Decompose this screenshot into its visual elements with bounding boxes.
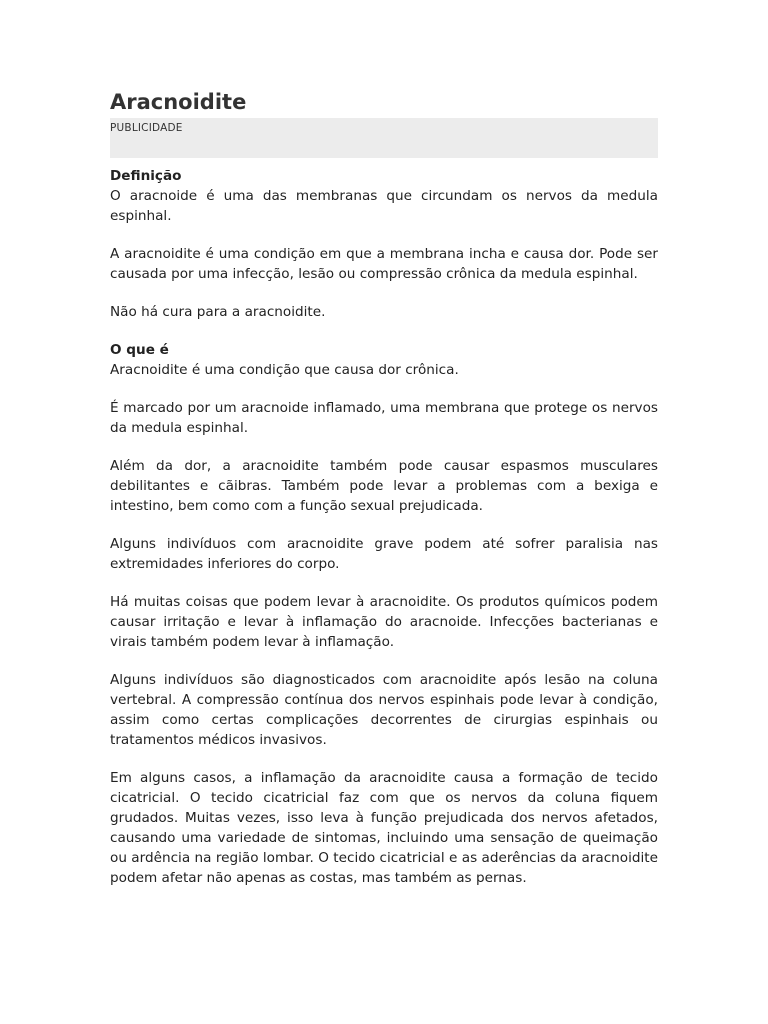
paragraph: Além da dor, a aracnoidite também pode causar espasmos musculares debilitantes e cãibras. Também pode levar a problemas com a bexiga e intestino, bem como com a função sexual prejudicada. <box>110 458 658 514</box>
ad-label: PUBLICIDADE <box>110 122 183 134</box>
paragraph: A aracnoidite é uma condição em que a membrana incha e causa dor. Pode ser causada por uma infecção, lesão ou compressão crônica da medula espinhal. <box>110 246 658 282</box>
paragraph: Aracnoidite é uma condição que causa dor crônica. <box>110 362 459 378</box>
section-heading: O que é <box>110 342 169 358</box>
paragraph: Não há cura para a aracnoidite. <box>110 304 326 320</box>
section-definicao <box>110 166 658 322</box>
page-title: Aracnoidite <box>110 90 247 114</box>
article <box>110 88 658 888</box>
paragraph: O aracnoide é uma das membranas que circundam os nervos da medula espinhal. <box>110 188 658 224</box>
paragraph: Em alguns casos, a inflamação da aracnoidite causa a formação de tecido cicatricial. O tecido cicatricial faz com que os nervos da coluna fiquem grudados. Muitas vezes, isso leva à função prejudicada dos nervos afetados, causando uma variedade de sintomas, incluindo uma sensação de queimação ou ardência na região lombar. O tecido cicatricial e as aderências da aracnoidite podem afetar não apenas as costas, mas também as pernas. <box>110 770 658 886</box>
section-heading: Definição <box>110 168 182 184</box>
paragraph: É marcado por um aracnoide inflamado, uma membrana que protege os nervos da medula espinhal. <box>110 400 658 436</box>
advertisement-slot[interactable] <box>110 118 658 158</box>
paragraph: Alguns indivíduos com aracnoidite grave podem até sofrer paralisia nas extremidades inferiores do corpo. <box>110 536 658 572</box>
section-o-que-e <box>110 340 658 888</box>
paragraph: Há muitas coisas que podem levar à aracnoidite. Os produtos químicos podem causar irritação e levar à inflamação do aracnoide. Infecções bacterianas e virais também podem levar à inflamação. <box>110 594 658 650</box>
paragraph: Alguns indivíduos são diagnosticados com aracnoidite após lesão na coluna vertebral. A compressão contínua dos nervos espinhais pode levar à condição, assim como certas complicações decorrentes de cirurgias espinhais ou tratamentos médicos invasivos. <box>110 672 658 748</box>
